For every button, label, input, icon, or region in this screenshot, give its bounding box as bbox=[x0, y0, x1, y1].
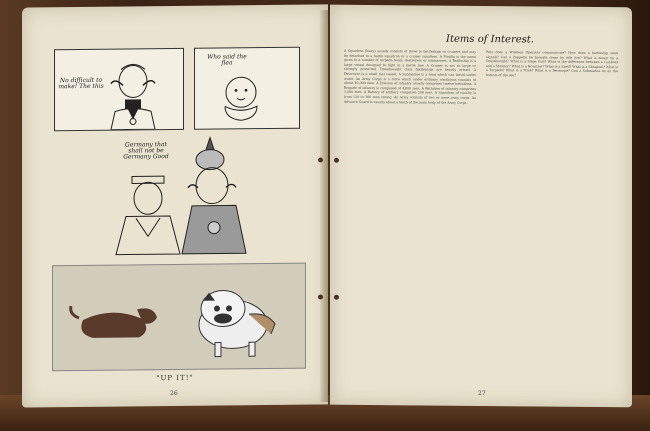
cartoon-2-bubble: Who said the flea bbox=[207, 53, 247, 67]
right-page bbox=[330, 5, 632, 408]
cartoon-sailor-soldier bbox=[96, 135, 266, 257]
dogs-photo bbox=[52, 263, 306, 372]
cartoon-3-bubble: Germany that shall not be Germany Good bbox=[123, 141, 169, 161]
left-page bbox=[22, 4, 328, 407]
dogs-drawing bbox=[53, 264, 305, 371]
left-page-number: 26 bbox=[170, 389, 178, 398]
cartoon-kaiser bbox=[54, 48, 184, 131]
right-text-column: Who does a Wireless Operator communicate? How does a battleship send signals? Can a Zeppelin be brought down by rifle fire? What is meant by a Dreadnought? What is a Siege Gun? What is the difference between a Gunboat and a Monitor? What is a Howitzer? What is a Shell? What is a Shrapnel? What is a Torpedo? What is a Mine? What is a Periscope? Can a Submarine sit on the bottom of the sea? bbox=[486, 50, 618, 78]
cartoon-1-bubble: No difficult to make! The this bbox=[58, 76, 104, 91]
binding-hole bbox=[334, 158, 339, 163]
open-magazine bbox=[14, 6, 640, 410]
cartoon-baby bbox=[194, 47, 300, 130]
photo-caption: "UP IT!" bbox=[156, 373, 194, 383]
right-page-number: 27 bbox=[478, 389, 486, 398]
left-text-column: A Squadron (Navy) usually consists of three to battleships or cruisers and may be detached to a battle squadron or a cruiser squadron. A Flotilla is the name given to a number of torpedo boats, destroyers or submarines. A Battleship is a large vessel designed to fight in a battle line. A Cruiser is not so large or strongly protected. Dreadnought class battleships are heavily armed. A Destroyer is a small fast vessel. A Submarine is a boat which can travel under water. An Army Corps is a force which under ordinary conditions consists of about 40,000 men. A Division of infantry usually comprises twelve battalions. A Brigade of infantry is composed of 4,000 men. A Battalion of infantry comprises 1,000 men. A Battery of artillery comprises 200 men. A Squadron of cavalry is from 120 to 160 men strong. An Army consists of two or more army corps. An Advance Guard is usually about a tenth of the main body of the Army Corps. bbox=[344, 48, 476, 105]
page-title: Items of Interest. bbox=[446, 33, 534, 46]
binding-hole bbox=[334, 295, 339, 300]
